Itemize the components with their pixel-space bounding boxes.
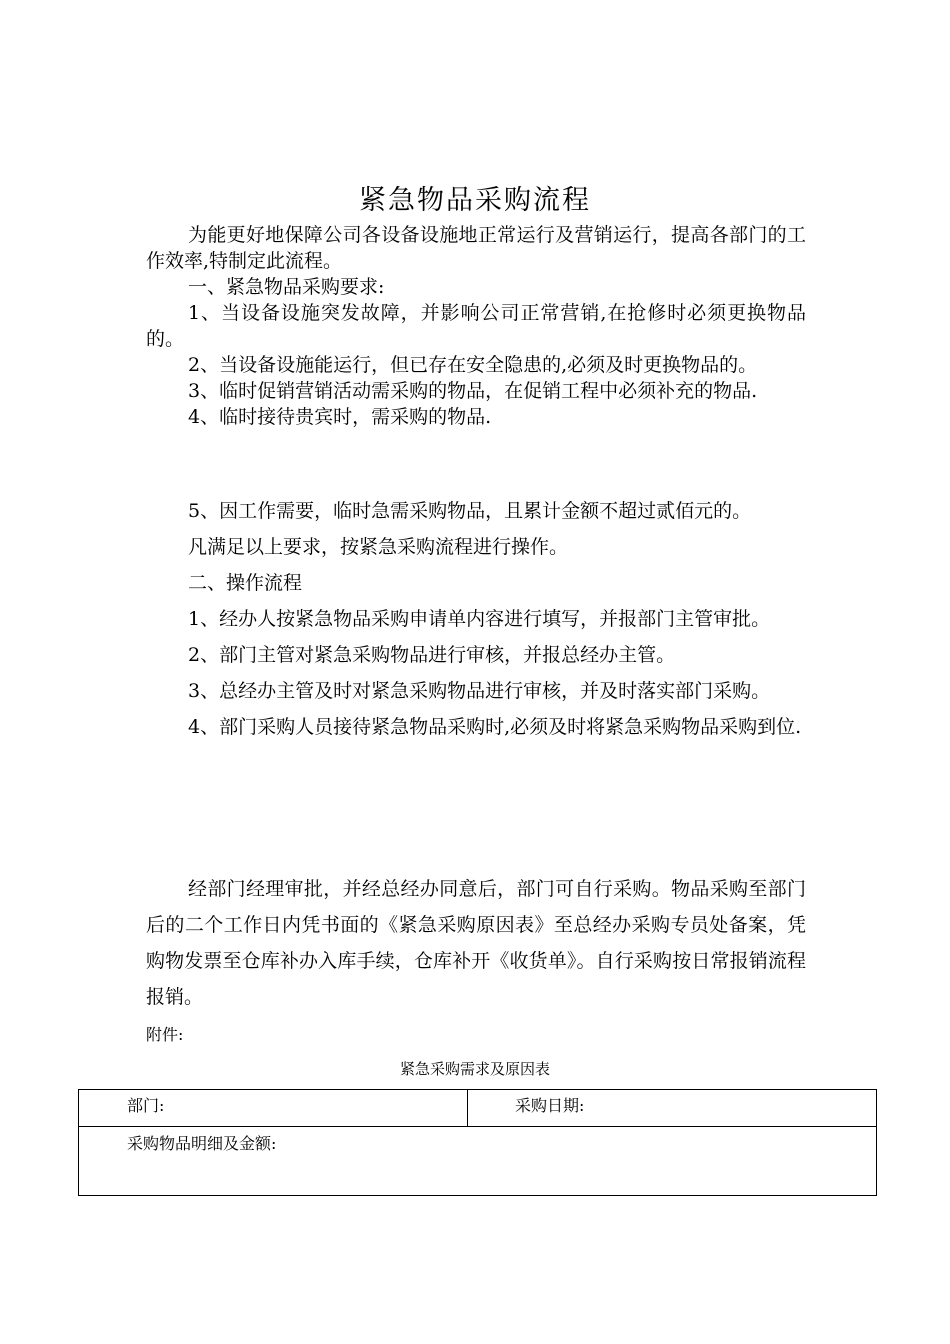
intro-paragraph: 为能更好地保障公司各设备设施地正常运行及营销运行，提高各部门的工作效率,特制定此流程。 xyxy=(146,224,806,272)
requirement-item-3: 3、临时促销营销活动需采购的物品，在促销工程中必须补充的物品. xyxy=(188,380,758,402)
document-body-part-2 xyxy=(146,493,806,745)
section-1-heading: 一、紧急物品采购要求: xyxy=(188,276,385,298)
summary-paragraph: 凡满足以上要求，按紧急采购流程进行操作。 xyxy=(188,536,569,558)
procedure-item-3: 3、总经办主管及时对紧急采购物品进行审核，并及时落实部门采购。 xyxy=(188,680,771,702)
department-label: 部门: xyxy=(127,1096,165,1115)
form-title: 紧急采购需求及原因表 xyxy=(399,1060,550,1078)
purchase-date-label: 采购日期: xyxy=(515,1096,585,1115)
form-column-divider xyxy=(467,1090,468,1126)
document-body-part-3 xyxy=(146,871,806,1015)
purchase-detail-label: 采购物品明细及金额: xyxy=(127,1134,277,1153)
section-2-heading: 二、操作流程 xyxy=(188,572,303,594)
form-header-row xyxy=(79,1090,876,1127)
procedure-item-2: 2、部门主管对紧急采购物品进行审核，并报总经办主管。 xyxy=(188,644,676,666)
closing-paragraph: 经部门经理审批，并经总经办同意后，部门可自行采购。物品采购至部门后的二个工作日内凭书面的《紧急采购原因表》至总经办采购专员处备案，凭购物发票至仓库补办入库手续，仓库补开《收货单》。自行采购按日常报销流程报销。 xyxy=(146,878,806,1008)
attachment-label: 附件: xyxy=(146,1025,184,1044)
urgent-purchase-form xyxy=(78,1089,877,1196)
procedure-item-4: 4、部门采购人员接待紧急物品采购时,必须及时将紧急采购物品采购到位. xyxy=(188,716,802,738)
requirement-item-2: 2、当设备设施能运行，但已存在安全隐患的,必须及时更换物品的。 xyxy=(188,354,758,376)
requirement-item-5: 5、因工作需要，临时急需采购物品，且累计金额不超过贰佰元的。 xyxy=(188,500,752,522)
page-title: 紧急物品采购流程 xyxy=(359,185,591,216)
requirement-item-4: 4、临时接待贵宾时，需采购的物品. xyxy=(188,406,492,428)
procedure-item-1: 1、经办人按紧急物品采购申请单内容进行填写，并报部门主管审批。 xyxy=(188,608,771,630)
document-body-part-1 xyxy=(146,222,806,430)
requirement-item-1: 1、当设备设施突发故障，并影响公司正常营销,在抢修时必须更换物品的。 xyxy=(146,302,806,350)
